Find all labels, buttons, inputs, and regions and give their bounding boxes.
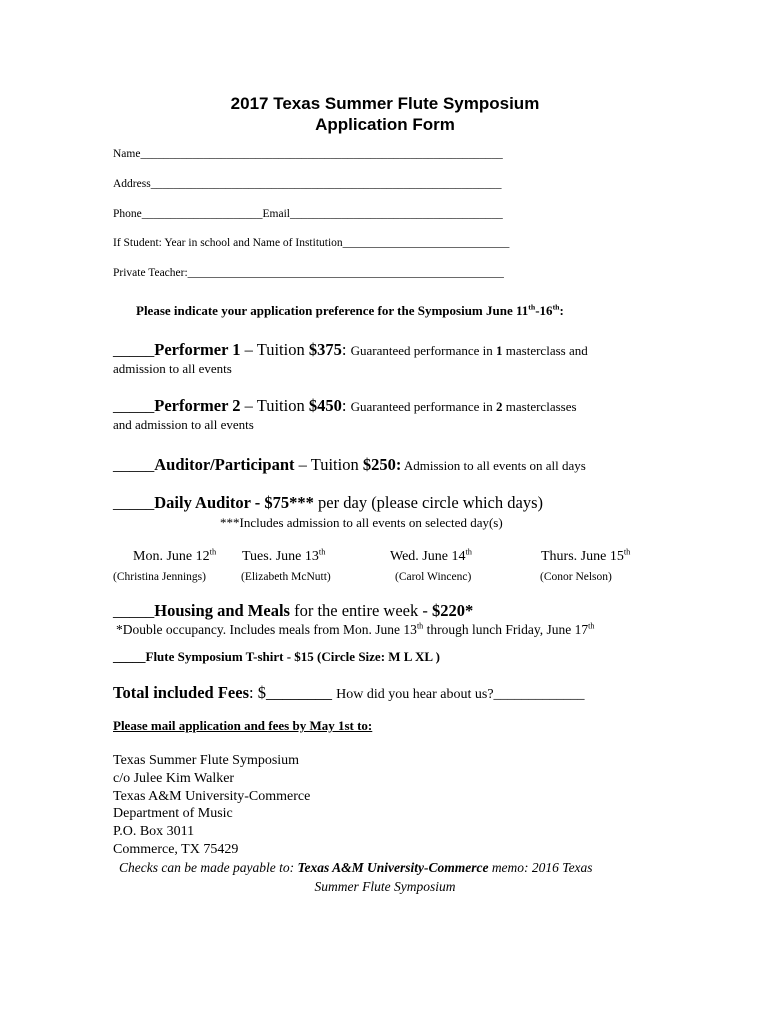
- referral-question[interactable]: How did you hear about us?_____________: [336, 687, 585, 702]
- performer1-blank[interactable]: _____: [113, 340, 155, 359]
- mail-heading: Please mail application and fees by May 1st to:: [113, 718, 373, 733]
- student-field[interactable]: If Student: Year in school and Name of Institution_____________________________: [113, 237, 510, 249]
- email-field[interactable]: Email_____________________________________: [262, 208, 503, 220]
- mail-address-line: Texas Summer Flute Symposium: [113, 753, 300, 768]
- phone-email-row: [113, 208, 503, 220]
- mail-address-line: c/o Julee Kim Walker: [113, 771, 235, 786]
- auditor-price: $250:: [362, 455, 402, 474]
- performer2-continuation: and admission to all events: [113, 417, 254, 432]
- performer1-price: $375: [308, 340, 342, 359]
- mail-address-line: Department of Music: [113, 806, 233, 821]
- day-tue[interactable]: Tues. June 13th: [242, 547, 326, 564]
- tshirt-label: Flute Symposium T-shirt - $15 (Circle Size: M L XL ): [145, 649, 440, 664]
- tshirt-blank[interactable]: _____: [113, 649, 146, 664]
- performer2-price: $450: [308, 396, 342, 415]
- housing-price: $220*: [431, 601, 474, 620]
- tshirt-option: [113, 649, 440, 665]
- mail-address-line: P.O. Box 3011: [113, 824, 195, 839]
- instructor-mon: (Christina Jennings): [113, 571, 206, 583]
- performer1-continuation: admission to all events: [113, 361, 232, 376]
- day-thu[interactable]: Thurs. June 15th: [541, 547, 631, 564]
- preference-heading: Please indicate your application preference for the Symposium June 11th-16th:: [136, 302, 564, 318]
- checks-note: Checks can be made payable to: Texas A&M University-Commerce memo: 2016 Texas: [119, 860, 593, 875]
- form-subtitle: Application Form: [315, 115, 455, 134]
- total-fees-row: [113, 683, 585, 703]
- name-field[interactable]: Name_______________________________________________________________: [113, 148, 503, 160]
- form-title: 2017 Texas Summer Flute Symposium: [230, 94, 540, 113]
- address-field[interactable]: Address_____________________________________________________________: [113, 178, 502, 190]
- daily-auditor-blank[interactable]: _____: [113, 493, 155, 512]
- housing-option: _____Housing and Meals for the entire week - $220*: [113, 601, 474, 620]
- daily-auditor-option: _____Daily Auditor - $75*** per day (please circle which days): [113, 493, 543, 512]
- auditor-label: Auditor/Participant: [154, 455, 295, 474]
- mail-address-line: Commerce, TX 75429: [113, 842, 239, 857]
- total-fees-field[interactable]: : $________: [249, 683, 337, 702]
- phone-field[interactable]: Phone_____________________: [113, 208, 263, 220]
- mail-address-line: Texas A&M University-Commerce: [113, 789, 311, 804]
- auditor-option: _____Auditor/Participant – Tuition $250: Admission to all events on all days: [113, 455, 586, 474]
- instructor-thu: (Conor Nelson): [540, 571, 612, 583]
- housing-blank[interactable]: _____: [113, 601, 155, 620]
- performer2-option: _____Performer 2 – Tuition $450: Guaranteed performance in 2 masterclasses: [113, 396, 577, 415]
- checks-note-line2: Summer Flute Symposium: [314, 879, 456, 894]
- total-fees-label: Total included Fees: [113, 683, 249, 702]
- housing-label: Housing and Meals: [154, 601, 290, 620]
- day-wed[interactable]: Wed. June 14th: [390, 547, 472, 564]
- daily-auditor-label: Daily Auditor - $75***: [154, 493, 314, 512]
- performer2-label: Performer 2: [154, 396, 241, 415]
- instructor-wed: (Carol Wincenc): [395, 571, 472, 583]
- performer1-label: Performer 1: [154, 340, 241, 359]
- daily-auditor-note: ***Includes admission to all events on selected day(s): [220, 515, 503, 530]
- performer2-blank[interactable]: _____: [113, 396, 155, 415]
- auditor-blank[interactable]: _____: [113, 455, 155, 474]
- teacher-field[interactable]: Private Teacher:_______________________________________________________: [113, 267, 504, 279]
- performer1-option: _____Performer 1 – Tuition $375: Guaranteed performance in 1 masterclass and: [113, 340, 588, 359]
- housing-note: *Double occupancy. Includes meals from Mon. June 13th through lunch Friday, June 17th: [116, 621, 595, 637]
- instructor-tue: (Elizabeth McNutt): [241, 571, 331, 583]
- day-mon[interactable]: Mon. June 12th: [133, 547, 217, 564]
